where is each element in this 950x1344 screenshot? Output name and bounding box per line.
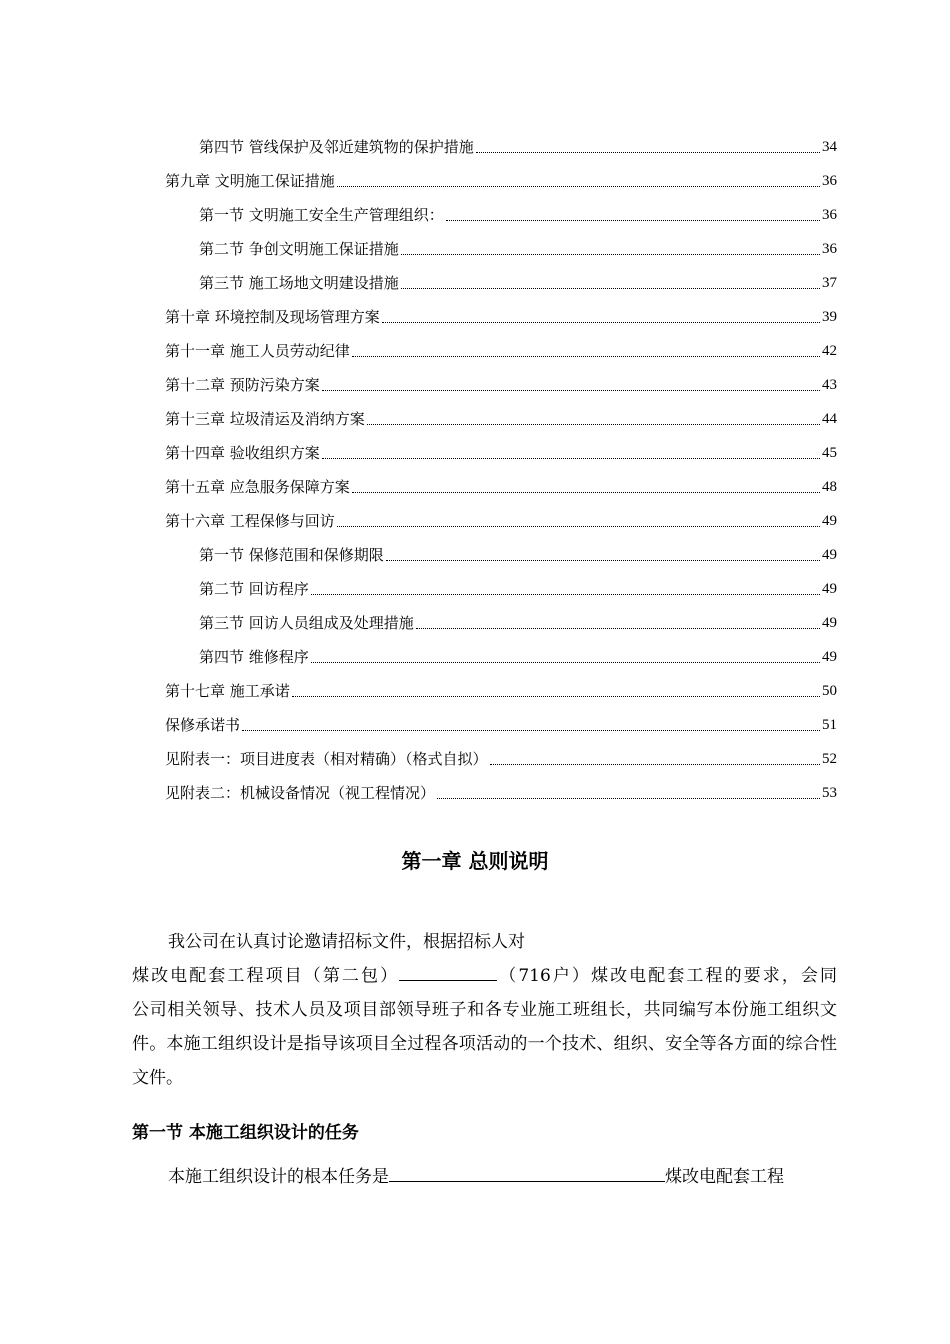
toc-leader-dots — [311, 593, 820, 595]
toc-entry-page: 50 — [822, 683, 837, 699]
toc-entry-title: 第十五章 应急服务保障方案 — [165, 478, 350, 496]
toc-entry-title: 第一节 文明施工安全生产管理组织： — [199, 206, 444, 224]
toc-entry[interactable] — [165, 192, 837, 226]
toc-entry-title: 第一节 保修范围和保修期限 — [199, 546, 384, 564]
toc-entry[interactable] — [165, 430, 837, 464]
toc-entry-page: 44 — [822, 411, 837, 427]
toc-entry-title: 见附表一：项目进度表（相对精确）（格式自拟） — [165, 750, 488, 768]
toc-entry[interactable] — [165, 668, 837, 702]
toc-entry-title: 第十六章 工程保修与回访 — [165, 512, 335, 530]
toc-entry-page: 49 — [822, 581, 837, 597]
toc-leader-dots — [416, 627, 820, 629]
toc-entry[interactable] — [165, 158, 837, 192]
toc-entry[interactable] — [165, 226, 837, 260]
toc-entry-page: 39 — [822, 309, 837, 325]
toc-leader-dots — [401, 287, 820, 289]
toc-entry[interactable] — [165, 464, 837, 498]
toc-entry-title: 第三节 施工场地文明建设措施 — [199, 274, 399, 292]
toc-entry-page: 36 — [822, 241, 837, 257]
toc-leader-dots — [382, 321, 820, 323]
toc-entry-page: 36 — [822, 173, 837, 189]
toc-leader-dots — [476, 151, 820, 153]
toc-entry-page: 51 — [822, 717, 837, 733]
toc-leader-dots — [311, 661, 820, 663]
toc-entry-page: 34 — [822, 139, 837, 155]
toc-entry-page: 49 — [822, 615, 837, 631]
toc-entry[interactable] — [165, 702, 837, 736]
toc-entry-title: 第十章 环境控制及现场管理方案 — [165, 308, 380, 326]
intro-line-2-rest: （716户）煤改电配套工程的要求，会同 — [497, 966, 837, 986]
toc-leader-dots — [437, 797, 820, 799]
toc-entry-page: 37 — [822, 275, 837, 291]
intro-line-1: 我公司在认真讨论邀请招标文件，根据招标人对 — [168, 932, 525, 952]
toc-entry-title: 第二节 回访程序 — [199, 580, 309, 598]
toc-entry-page: 49 — [822, 513, 837, 529]
toc-entry-page: 43 — [822, 377, 837, 393]
toc-entry[interactable] — [165, 124, 837, 158]
toc-entry[interactable] — [165, 634, 837, 668]
fill-blank — [399, 960, 497, 981]
toc-entry[interactable] — [165, 736, 837, 770]
toc-entry[interactable] — [165, 260, 837, 294]
toc-entry[interactable] — [165, 294, 837, 328]
toc-entry-page: 42 — [822, 343, 837, 359]
toc-leader-dots — [337, 525, 820, 527]
toc-entry-page: 48 — [822, 479, 837, 495]
section-text-b: 煤改电配套工程 — [665, 1167, 784, 1187]
toc-entry[interactable] — [165, 600, 837, 634]
toc-entry-title: 第九章 文明施工保证措施 — [165, 172, 335, 190]
toc-entry-title: 第三节 回访人员组成及处理措施 — [199, 614, 414, 632]
toc-entry[interactable] — [165, 498, 837, 532]
intro-paragraph — [132, 925, 837, 1095]
toc-entry-page: 36 — [822, 207, 837, 223]
intro-rest: 公司相关领导、技术人员及项目部领导班子和各专业施工班组长，共同编写本份施工组织文件。本施工组织设计是指导该项目全过程各项活动的一个技术、组织、安全等各方面的综合性文件。 — [132, 1000, 837, 1088]
toc-entry[interactable] — [165, 362, 837, 396]
toc-entry-title: 第四节 维修程序 — [199, 648, 309, 666]
toc-leader-dots — [352, 355, 820, 357]
toc-entry-page: 45 — [822, 445, 837, 461]
toc-entry-page: 53 — [822, 785, 837, 801]
toc-leader-dots — [322, 457, 820, 459]
toc-leader-dots — [337, 185, 820, 187]
toc-entry-page: 49 — [822, 649, 837, 665]
toc-entry-title: 第二节 争创文明施工保证措施 — [199, 240, 399, 258]
toc-leader-dots — [401, 253, 820, 255]
toc-entry[interactable] — [165, 328, 837, 362]
toc-entry-title: 第十三章 垃圾清运及消纳方案 — [165, 410, 365, 428]
toc-leader-dots — [352, 491, 820, 493]
toc-entry-title: 保修承诺书 — [165, 716, 241, 734]
toc-entry-title: 第十四章 验收组织方案 — [165, 444, 320, 462]
section-title: 第一节 本施工组织设计的任务 — [132, 1123, 359, 1143]
toc-entry-title: 第四节 管线保护及邻近建筑物的保护措施 — [199, 138, 474, 156]
section-line-1 — [132, 1160, 837, 1194]
toc-entry-page: 52 — [822, 751, 837, 767]
intro-line-2 — [132, 959, 837, 993]
toc-leader-dots — [322, 389, 820, 391]
toc-entry-title: 第十七章 施工承诺 — [165, 682, 290, 700]
toc-entry[interactable] — [165, 566, 837, 600]
section-paragraph — [132, 1160, 837, 1194]
table-of-contents — [165, 124, 837, 804]
toc-entry-title: 见附表二：机械设备情况（视工程情况） — [165, 784, 436, 802]
toc-entry[interactable] — [165, 532, 837, 566]
toc-leader-dots — [367, 423, 820, 425]
fill-blank — [389, 1161, 665, 1182]
toc-leader-dots — [446, 219, 820, 221]
toc-entry-title: 第十二章 预防污染方案 — [165, 376, 320, 394]
toc-leader-dots — [386, 559, 820, 561]
toc-leader-dots — [490, 763, 820, 765]
intro-line-2-project: 煤改电配套工程项目（第二包） — [132, 966, 400, 986]
toc-leader-dots — [292, 695, 820, 697]
section-text-a: 本施工组织设计的根本任务是 — [168, 1167, 389, 1187]
toc-entry-page: 49 — [822, 547, 837, 563]
toc-leader-dots — [242, 729, 820, 731]
toc-entry[interactable] — [165, 770, 837, 804]
toc-entry-title: 第十一章 施工人员劳动纪律 — [165, 342, 350, 360]
toc-entry[interactable] — [165, 396, 837, 430]
chapter-title: 第一章 总则说明 — [401, 849, 549, 873]
